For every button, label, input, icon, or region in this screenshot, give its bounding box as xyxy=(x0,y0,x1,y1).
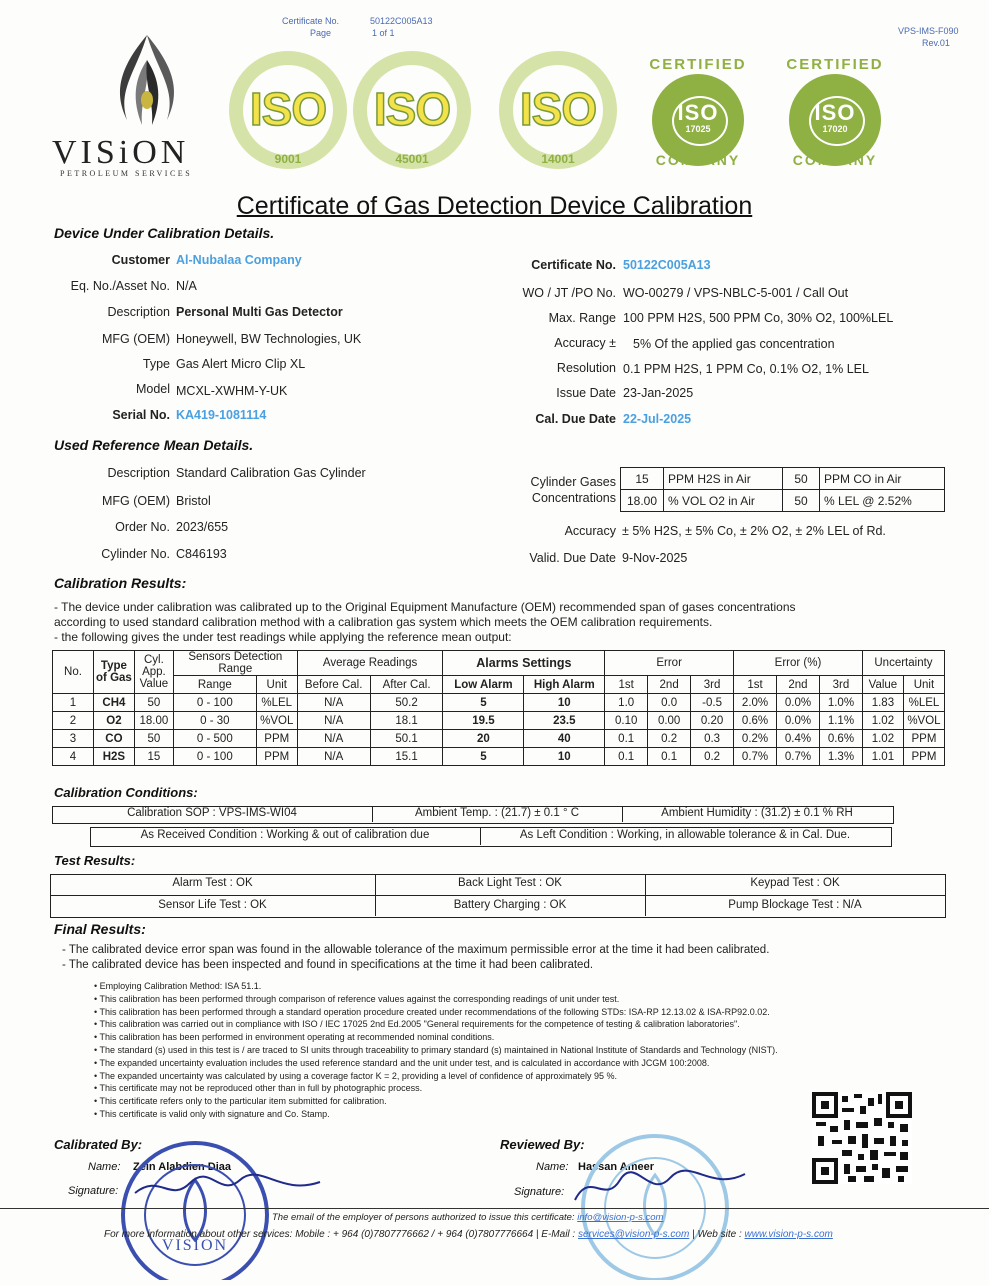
subheader-cell: Unit xyxy=(256,676,297,694)
table-cell: N/A xyxy=(297,694,370,712)
table-cell: PPM xyxy=(256,748,297,766)
col-header-sensor: Sensors Detection Range xyxy=(173,651,297,676)
type-value: Gas Alert Micro Clip XL xyxy=(176,357,306,371)
calibrated-name-label: Name: xyxy=(88,1161,121,1173)
table-cell: PPM xyxy=(903,748,944,766)
certified-17025-badge xyxy=(646,56,750,168)
table-cell: 1.1% xyxy=(819,712,862,730)
table-cell: CH4 xyxy=(93,694,134,712)
badge-iso: ISO xyxy=(677,100,719,125)
footer-contact-text: For more information about other services: Mobile : + 964 (0)7807776662 / + 964 (0)7807776664 | E-Mail : xyxy=(104,1229,576,1240)
ref-accuracy-label: Accuracy xyxy=(564,524,616,538)
qr-code-icon xyxy=(812,1092,912,1184)
table-cell: 10 xyxy=(524,748,605,766)
subheader-cell: Unit xyxy=(903,676,944,694)
cal-due-date-value: 22-Jul-2025 xyxy=(623,412,692,426)
table-cell: 5 xyxy=(443,694,524,712)
note-item: • This calibration was carried out in compliance with ISO / IEC 17025 2nd Ed.2005 "General requirements for the competence of testing & calibration laboratories". xyxy=(94,1019,740,1030)
reviewed-by-heading: Reviewed By: xyxy=(500,1137,585,1152)
table-cell: %VOL xyxy=(256,712,297,730)
cylinder-no-value: C846193 xyxy=(176,547,227,561)
table-cell: N/A xyxy=(297,730,370,748)
valid-due-label: Valid. Due Date xyxy=(529,551,616,565)
table-row xyxy=(53,730,945,748)
customer-label: Customer xyxy=(111,253,170,267)
table-cell: 0.2% xyxy=(734,730,777,748)
header-cert-value: 50122C005A13 xyxy=(370,16,433,26)
header-cert-label: Certificate No. xyxy=(282,16,340,26)
sensor-life-test: Sensor Life Test : OK xyxy=(158,899,267,911)
note-item: • This certificate is valid only with signature and Co. Stamp. xyxy=(94,1108,330,1119)
table-cell: 0.4% xyxy=(777,730,820,748)
table-cell: 0.1 xyxy=(605,730,648,748)
gas-cell: PPM CO in Air xyxy=(820,468,945,490)
ref-accuracy-value: ± 5% H2S, ± 5% Co, ± 2% O2, ± 2% LEL of Rd. xyxy=(622,524,886,538)
alarm-test: Alarm Test : OK xyxy=(172,877,253,889)
gas-cell: 18.00 xyxy=(621,490,664,512)
footer-line-2 xyxy=(104,1229,833,1240)
valid-due-value: 9-Nov-2025 xyxy=(622,551,688,565)
badge-top-text: CERTIFIED xyxy=(786,56,884,73)
note-item: • The expanded uncertainty was calculated by using a coverage factor K = 2, providing a level of confidence of approximately 95 %. xyxy=(94,1070,618,1081)
table-cell: 50.1 xyxy=(370,730,443,748)
subheader-cell: 3rd xyxy=(691,676,734,694)
table-cell: 3 xyxy=(53,730,94,748)
table-cell: 0.0% xyxy=(777,712,820,730)
col-header-no: No. xyxy=(53,651,94,694)
max-range-value: 100 PPM H2S, 500 PPM Co, 30% O2, 100%LEL xyxy=(623,311,894,325)
table-cell: CO xyxy=(93,730,134,748)
gas-cell: 50 xyxy=(783,468,820,490)
ref-mfg-value: Bristol xyxy=(176,494,211,508)
results-text-1: - The device under calibration was calibrated up to the Original Equipment Manufacture (OEM) recommended span of gases concentrations xyxy=(54,600,796,614)
subheader-cell: Range xyxy=(173,676,256,694)
table-cell: 1.01 xyxy=(862,748,903,766)
notes-list xyxy=(94,980,914,1121)
table-cell: 1.83 xyxy=(862,694,903,712)
table-cell: 0.1 xyxy=(648,748,691,766)
certificate-no-label: Certificate No. xyxy=(531,258,616,272)
footer-web-label: | Web site : xyxy=(692,1229,742,1240)
iso-number: 14001 xyxy=(541,152,575,166)
table-cell: 0.3 xyxy=(691,730,734,748)
cylinder-gas-table xyxy=(620,467,945,512)
pump-blockage-test: Pump Blockage Test : N/A xyxy=(728,899,862,911)
backlight-test: Back Light Test : OK xyxy=(458,877,562,889)
note-item: • This calibration has been performed through comparison of reference values against the corresponding readings of unit under test. xyxy=(94,993,620,1004)
ref-description-value: Standard Calibration Gas Cylinder xyxy=(176,466,366,480)
table-cell: N/A xyxy=(297,712,370,730)
ambient-temp-text: Ambient Temp. : (21.7) ± 0.1 ° C xyxy=(414,807,580,819)
badge-bottom-text: COMPANY xyxy=(655,152,741,168)
table-cell: 0.2 xyxy=(691,748,734,766)
asset-no-value: N/A xyxy=(176,279,197,293)
col-header-type: Type of Gas xyxy=(93,651,134,694)
table-cell: 0 - 30 xyxy=(173,712,256,730)
keypad-test: Keypad Test : OK xyxy=(750,877,840,889)
tests-section-heading: Test Results: xyxy=(54,853,136,868)
iso-text: ISO xyxy=(249,83,327,135)
subheader-cell: 1st xyxy=(734,676,777,694)
note-item: • This calibration has been performed in environment operating at recommended nominal conditions. xyxy=(94,1032,495,1043)
table-cell: 50 xyxy=(134,694,173,712)
final-text-2: - The calibrated device has been inspected and found in specifications at the time it had been calibrated. xyxy=(62,959,594,971)
col-header-cyl: Cyl. App. Value xyxy=(134,651,173,694)
note-item: • This certificate may not be reproduced other than in full by photographic process. xyxy=(94,1083,423,1094)
table-cell: 2 xyxy=(53,712,94,730)
results-text-3: - the following gives the under test readings while applying the reference mean output: xyxy=(54,630,512,644)
iso-text: ISO xyxy=(519,83,597,135)
mfg-value: Honeywell, BW Technologies, UK xyxy=(176,332,362,346)
subheader-cell: After Cal. xyxy=(370,676,443,694)
table-cell: H2S xyxy=(93,748,134,766)
stamp-text: VISION xyxy=(161,1237,229,1254)
final-text-1: - The calibrated device error span was found in the allowable tolerance of the maximum permissible error at the time it had been calibrated. xyxy=(62,944,770,956)
reviewed-name-value: Hassan Ameer xyxy=(578,1161,655,1173)
results-section-heading: Calibration Results: xyxy=(54,575,187,591)
table-cell: PPM xyxy=(903,730,944,748)
table-cell: 0 - 100 xyxy=(173,748,256,766)
badge-number: 17025 xyxy=(685,124,711,134)
ref-mfg-label: MFG (OEM) xyxy=(101,494,170,508)
table-cell: 18.00 xyxy=(134,712,173,730)
col-header-alarm: Alarms Settings xyxy=(443,651,605,676)
model-label: Model xyxy=(135,382,170,396)
iso-14001-logo xyxy=(498,50,618,170)
subheader-cell: 2nd xyxy=(777,676,820,694)
table-cell: 4 xyxy=(53,748,94,766)
table-cell: 0.10 xyxy=(605,712,648,730)
col-header-average: Average Readings xyxy=(297,651,443,676)
received-condition-text: As Received Condition : Working & out of calibration due xyxy=(140,829,430,841)
table-row xyxy=(53,748,945,766)
type-label: Type xyxy=(142,357,170,371)
cylinder-no-label: Cylinder No. xyxy=(101,547,170,561)
footer-services-email-link[interactable]: services@vision-p-s.com xyxy=(577,1229,690,1240)
reviewed-signature-label: Signature: xyxy=(514,1186,565,1198)
accuracy-value: 5% Of the applied gas concentration xyxy=(633,337,835,351)
table-cell: 20 xyxy=(443,730,524,748)
ref-description-label: Description xyxy=(107,466,170,480)
table-row xyxy=(53,712,945,730)
order-no-label: Order No. xyxy=(115,520,170,534)
reviewed-signature-icon xyxy=(570,1160,750,1210)
reference-section-heading: Used Reference Mean Details. xyxy=(54,437,254,453)
description-value: Personal Multi Gas Detector xyxy=(176,305,343,319)
calibrated-signature-label: Signature: xyxy=(68,1185,119,1197)
sop-text: Calibration SOP : VPS-IMS-WI04 xyxy=(127,807,297,819)
table-cell: 2.0% xyxy=(734,694,777,712)
table-cell: %VOL xyxy=(903,712,944,730)
footer-website-link[interactable]: www.vision-p-s.com xyxy=(744,1229,833,1240)
certified-17020-badge xyxy=(783,56,887,168)
footer-info-email-link[interactable]: info@vision-p-s.com xyxy=(577,1212,664,1223)
logo-name: VISiON xyxy=(52,134,190,171)
table-cell: 0.20 xyxy=(691,712,734,730)
iso-9001-logo xyxy=(228,50,348,170)
table-cell: 10 xyxy=(524,694,605,712)
customer-value: Al-Nubalaa Company xyxy=(176,253,302,267)
header-page-value: 1 of 1 xyxy=(372,28,395,38)
subheader-cell: Before Cal. xyxy=(297,676,370,694)
badge-bottom-text: COMPANY xyxy=(792,152,878,168)
max-range-label: Max. Range xyxy=(548,311,616,325)
iso-number: 45001 xyxy=(395,152,429,166)
wo-value: WO-00279 / VPS-NBLC-5-001 / Call Out xyxy=(623,286,849,300)
wo-label: WO / JT /PO No. xyxy=(522,286,616,300)
note-item: • The expanded uncertainty evaluation includes the used reference standard and the unit under test, and is calculated in accordance with JCGM 100:2008. xyxy=(94,1057,710,1068)
col-header-error: Error xyxy=(605,651,734,676)
table-cell: 5 xyxy=(443,748,524,766)
footer-line-1 xyxy=(272,1212,663,1223)
table-cell: 1.02 xyxy=(862,712,903,730)
cal-due-date-label: Cal. Due Date xyxy=(535,412,616,426)
rev-code: Rev.01 xyxy=(922,38,950,48)
issue-date-value: 23-Jan-2025 xyxy=(623,386,694,400)
accuracy-label: Accuracy ± xyxy=(554,336,616,350)
table-cell: 15.1 xyxy=(370,748,443,766)
order-no-value: 2023/655 xyxy=(176,520,229,534)
table-cell: N/A xyxy=(297,748,370,766)
serial-value: KA419-1081114 xyxy=(176,408,267,422)
table-cell: 0.6% xyxy=(819,730,862,748)
table-cell: 0 - 100 xyxy=(173,694,256,712)
conditions-section-heading: Calibration Conditions: xyxy=(54,785,198,800)
badge-top-text: CERTIFIED xyxy=(649,56,747,73)
table-cell: 0.6% xyxy=(734,712,777,730)
subheader-cell: Low Alarm xyxy=(443,676,524,694)
subheader-cell: 3rd xyxy=(819,676,862,694)
cylinder-row xyxy=(621,468,945,490)
table-row xyxy=(53,694,945,712)
table-cell: %LEL xyxy=(903,694,944,712)
serial-label: Serial No. xyxy=(112,408,170,422)
table-cell: 50.2 xyxy=(370,694,443,712)
gas-cell: 50 xyxy=(783,490,820,512)
footer-email-text: The email of the employer of persons authorized to issue this certificate: xyxy=(272,1212,575,1223)
table-cell: PPM xyxy=(256,730,297,748)
subheader-cell: 1st xyxy=(605,676,648,694)
table-cell: 1.3% xyxy=(819,748,862,766)
subheader-cell: High Alarm xyxy=(524,676,605,694)
table-cell: 1.02 xyxy=(862,730,903,748)
col-header-error-pct: Error (%) xyxy=(734,651,863,676)
table-cell: 18.1 xyxy=(370,712,443,730)
mfg-label: MFG (OEM) xyxy=(101,332,170,346)
logo-subtitle: PETROLEUM SERVICES xyxy=(60,169,193,178)
battery-charging-test: Battery Charging : OK xyxy=(453,899,567,911)
col-header-uncertainty: Uncertainty xyxy=(862,651,944,676)
cylinder-gases-label: Cylinder Gases xyxy=(530,475,616,489)
badge-number: 17020 xyxy=(822,124,848,134)
model-value: MCXL-XWHM-Y-UK xyxy=(176,384,288,398)
table-cell: 0.0 xyxy=(648,694,691,712)
resolution-label: Resolution xyxy=(556,361,616,375)
reviewed-name-label: Name: xyxy=(536,1161,569,1173)
table-cell: O2 xyxy=(93,712,134,730)
table-cell: 50 xyxy=(134,730,173,748)
table-cell: 0.7% xyxy=(777,748,820,766)
table-cell: 1.0% xyxy=(819,694,862,712)
gas-cell: 15 xyxy=(621,468,664,490)
final-section-heading: Final Results: xyxy=(54,921,146,937)
cylinder-row xyxy=(621,490,945,512)
iso-number: 9001 xyxy=(274,152,302,166)
left-condition-text: As Left Condition : Working, in allowable tolerance & in Cal. Due. xyxy=(519,829,851,841)
results-text-2: according to used standard calibration method with a calibration gas system which meets the OEM calibration requirements. xyxy=(54,615,713,629)
description-label: Description xyxy=(107,305,170,319)
gas-cell: PPM H2S in Air xyxy=(664,468,783,490)
header-page-label: Page xyxy=(310,28,332,38)
table-cell: 0.7% xyxy=(734,748,777,766)
note-item: • Employing Calibration Method: ISA 51.1. xyxy=(94,981,262,991)
iso-text: ISO xyxy=(373,83,451,135)
table-cell: 40 xyxy=(524,730,605,748)
note-item: • This certificate refers only to the particular item submitted for calibration. xyxy=(94,1096,387,1107)
form-code: VPS-IMS-F090 xyxy=(898,26,959,36)
asset-no-label: Eq. No./Asset No. xyxy=(70,279,170,293)
table-cell: 0.0% xyxy=(777,694,820,712)
calibrated-name-value: Zein Alabdien Diaa xyxy=(133,1161,232,1173)
table-cell: 0.2 xyxy=(648,730,691,748)
vision-flame-logo-icon xyxy=(92,30,202,140)
certificate-no-value: 50122C005A13 xyxy=(623,258,711,272)
ambient-humidity-text: Ambient Humidity : (31.2) ± 0.1 % RH xyxy=(661,807,853,819)
table-cell: 15 xyxy=(134,748,173,766)
table-cell: 23.5 xyxy=(524,712,605,730)
subheader-cell: Value xyxy=(862,676,903,694)
calibration-results-table xyxy=(52,650,945,766)
note-item: • The standard (s) used in this test is / are traced to SI units through traceability to primary standard (s) maintained in National Institute of Standards and Technology (NIST). xyxy=(94,1044,778,1055)
issue-date-label: Issue Date xyxy=(556,386,616,400)
badge-iso: ISO xyxy=(814,100,856,125)
table-cell: -0.5 xyxy=(691,694,734,712)
table-cell: 0.00 xyxy=(648,712,691,730)
table-cell: 1.0 xyxy=(605,694,648,712)
table-cell: 0.1 xyxy=(605,748,648,766)
gas-cell: % VOL O2 in Air xyxy=(664,490,783,512)
table-cell: %LEL xyxy=(256,694,297,712)
gas-cell: % LEL @ 2.52% xyxy=(820,490,945,512)
device-section-heading: Device Under Calibration Details. xyxy=(54,225,275,241)
calibrated-by-heading: Calibrated By: xyxy=(54,1137,143,1152)
iso-45001-logo xyxy=(352,50,472,170)
table-cell: 19.5 xyxy=(443,712,524,730)
calibrated-signature-icon xyxy=(130,1168,330,1208)
note-item: • This calibration has been performed through a standard operation procedure created under recommendations of the following STDs: ISA-RP 12.13.02 & ISA-RP92.0.02. xyxy=(94,1006,770,1017)
page-title: Certificate of Gas Detection Device Calibration xyxy=(236,192,753,220)
table-cell: 0 - 500 xyxy=(173,730,256,748)
resolution-value: 0.1 PPM H2S, 1 PPM Co, 0.1% O2, 1% LEL xyxy=(623,362,869,376)
subheader-cell: 2nd xyxy=(648,676,691,694)
concentrations-label: Concentrations xyxy=(531,491,616,505)
table-cell: 1 xyxy=(53,694,94,712)
